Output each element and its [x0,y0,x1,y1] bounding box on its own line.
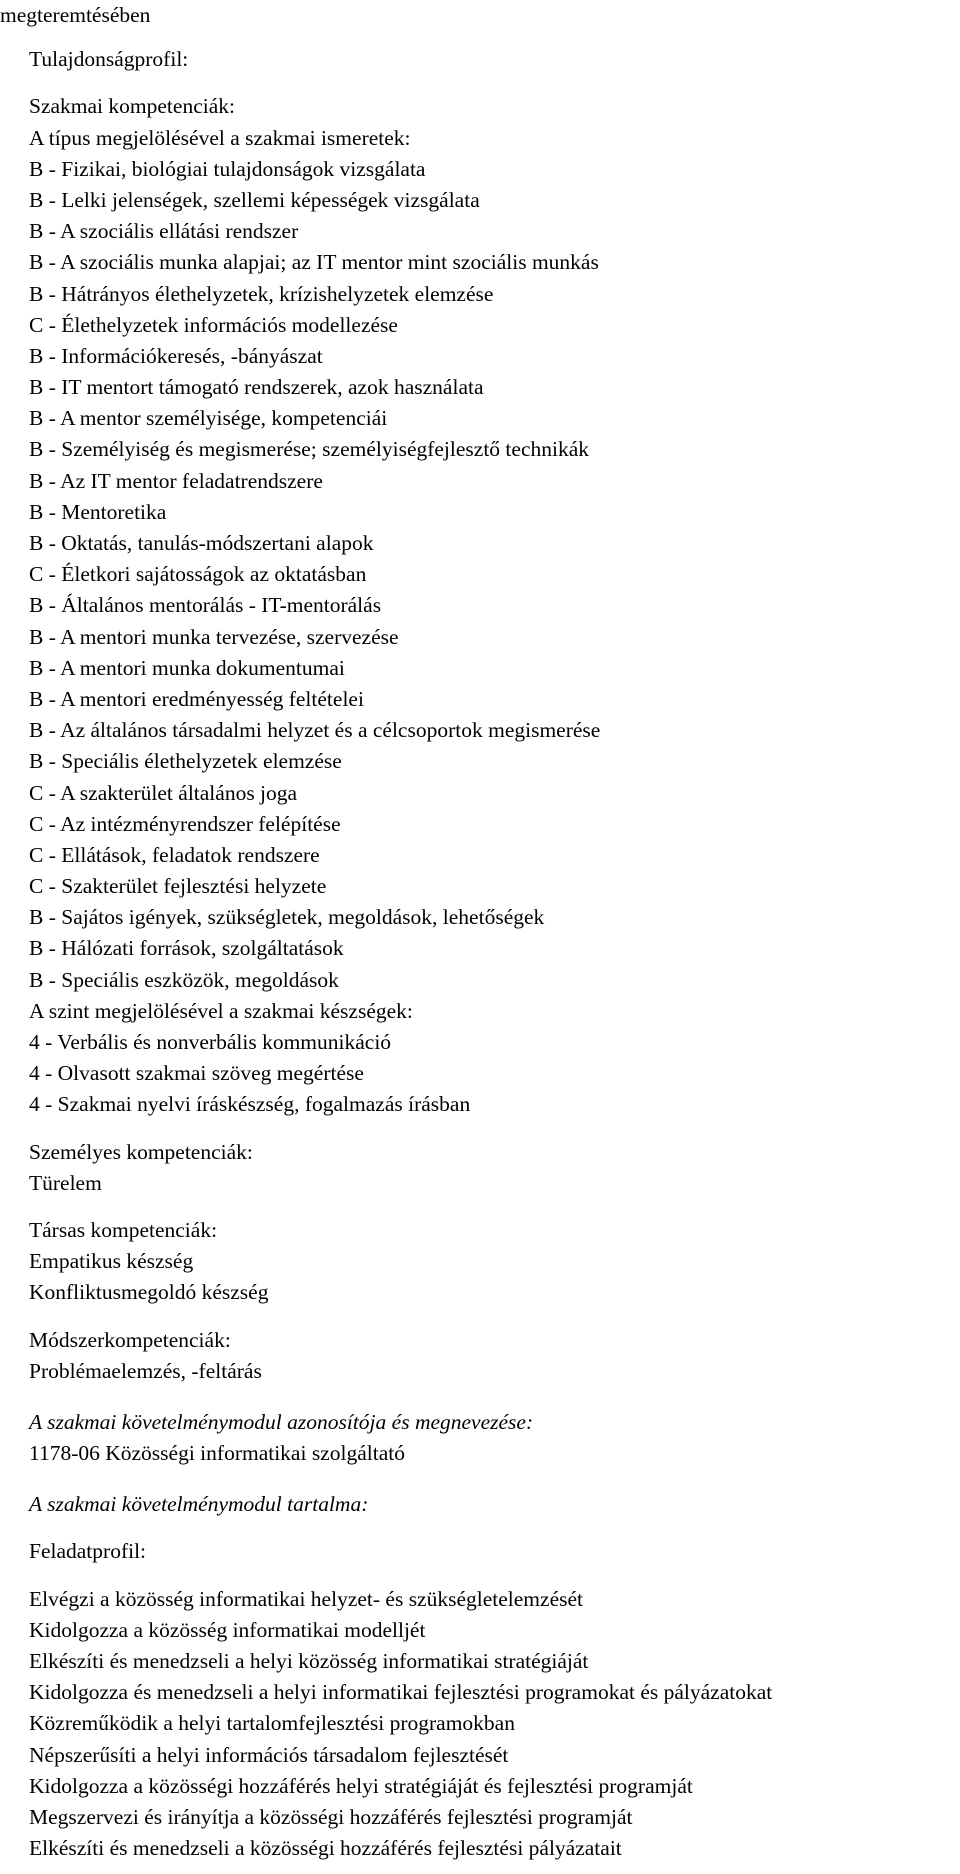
property-profile-heading: Tulajdonságprofil: [29,47,189,72]
skill-item: 4 - Olvasott szakmai szöveg megértése [29,1061,364,1086]
module-id-label: A szakmai követelménymodul azonosítója és megnevezése: [29,1409,534,1434]
knowledge-item: B - Általános mentorálás - IT-mentorálás [29,593,382,618]
knowledge-item: C - Szakterület fejlesztési helyzete [29,874,327,899]
knowledge-item: B - Speciális élethelyzetek elemzése [29,749,342,774]
task-item: Népszerűsíti a helyi információs társadalom fejlesztését [29,1742,509,1767]
knowledge-item: B - Mentoretika [29,499,167,524]
knowledge-item: B - A szociális munka alapjai; az IT mentor mint szociális munkás [29,250,599,275]
social-item: Empatikus készség [29,1249,194,1274]
knowledge-item: C - Az intézményrendszer felépítése [29,811,341,836]
skills-intro: A szint megjelölésével a szakmai készségek: [29,998,413,1023]
task-profile-heading: Feladatprofil: [29,1539,147,1564]
task-item: Kidolgozza és menedzseli a helyi informatikai fejlesztési programokat és pályázatokat [29,1680,773,1705]
knowledge-item: B - Az IT mentor feladatrendszere [29,468,323,493]
method-heading: Módszerkompetenciák: [29,1327,231,1352]
knowledge-item: B - Lelki jelenségek, szellemi képességek vizsgálata [29,187,480,212]
skill-item: 4 - Szakmai nyelvi íráskészség, fogalmazás írásban [29,1092,471,1117]
knowledge-item: B - A mentor személyisége, kompetenciái [29,406,388,431]
knowledge-item: B - Hátrányos élethelyzetek, krízishelyzetek elemzése [29,281,494,306]
task-item: Kidolgozza a közösségi hozzáférés helyi stratégiáját és fejlesztési programját [29,1773,693,1798]
task-item: Kidolgozza a közösség informatikai modelljét [29,1617,426,1642]
knowledge-intro: A típus megjelölésével a szakmai ismeretek: [29,125,411,150]
top-fragment: megteremtésében [0,3,151,27]
knowledge-item: B - Oktatás, tanulás-módszertani alapok [29,531,374,555]
knowledge-item: B - Fizikai, biológiai tulajdonságok vizsgálata [29,156,426,181]
task-item: Megszervezi és irányítja a közösségi hozzáférés fejlesztési programját [29,1804,633,1829]
knowledge-list [0,154,960,996]
knowledge-item: B - A mentori munka tervezése, szervezése [29,624,399,649]
knowledge-item: B - A mentori munka dokumentumai [29,655,345,680]
module-id-value: 1178-06 Közösségi informatikai szolgáltató [29,1441,405,1466]
knowledge-item: C - A szakterület általános joga [29,780,298,805]
personal-item: Türelem [29,1170,102,1195]
module-content-label: A szakmai követelménymodul tartalma: [29,1492,369,1517]
knowledge-item: B - Sajátos igények, szükségletek, megoldások, lehetőségek [29,905,545,930]
skills-list [0,1027,960,1121]
knowledge-item: C - Életkori sajátosságok az oktatásban [29,562,367,587]
knowledge-item: C - Élethelyzetek információs modellezése [29,312,398,337]
social-heading: Társas kompetenciák: [29,1217,218,1242]
knowledge-item: B - Az általános társadalmi helyzet és a célcsoportok megismerése [29,718,601,743]
knowledge-item: B - Hálózati források, szolgáltatások [29,936,344,961]
skill-item: 4 - Verbális és nonverbális kommunikáció [29,1030,392,1054]
method-item: Problémaelemzés, -feltárás [29,1358,262,1383]
knowledge-item: B - Személyiség és megismerése; személyiségfejlesztő technikák [29,437,590,462]
knowledge-item: B - Speciális eszközök, megoldások [29,967,339,992]
task-item: Elkészíti és menedzseli a helyi közösség informatikai stratégiáját [29,1649,589,1673]
knowledge-item: B - IT mentort támogató rendszerek, azok használata [29,375,484,400]
professional-heading: Szakmai kompetenciák: [29,94,235,119]
personal-heading: Személyes kompetenciák: [29,1139,253,1164]
task-item: Elvégzi a közösség informatikai helyzet- és szükségletelemzését [29,1586,584,1611]
task-list [0,1584,960,1865]
knowledge-item: B - Információkeresés, -bányászat [29,343,323,368]
social-item: Konfliktusmegoldó készség [29,1280,269,1305]
task-item: Közreműködik a helyi tartalomfejlesztési programokban [29,1711,515,1736]
knowledge-item: B - A szociális ellátási rendszer [29,219,299,244]
knowledge-item: B - A mentori eredményesség feltételei [29,686,364,711]
knowledge-item: C - Ellátások, feladatok rendszere [29,842,320,867]
task-item: Elkészíti és menedzseli a közösségi hozzáférés fejlesztési pályázatait [29,1836,622,1861]
